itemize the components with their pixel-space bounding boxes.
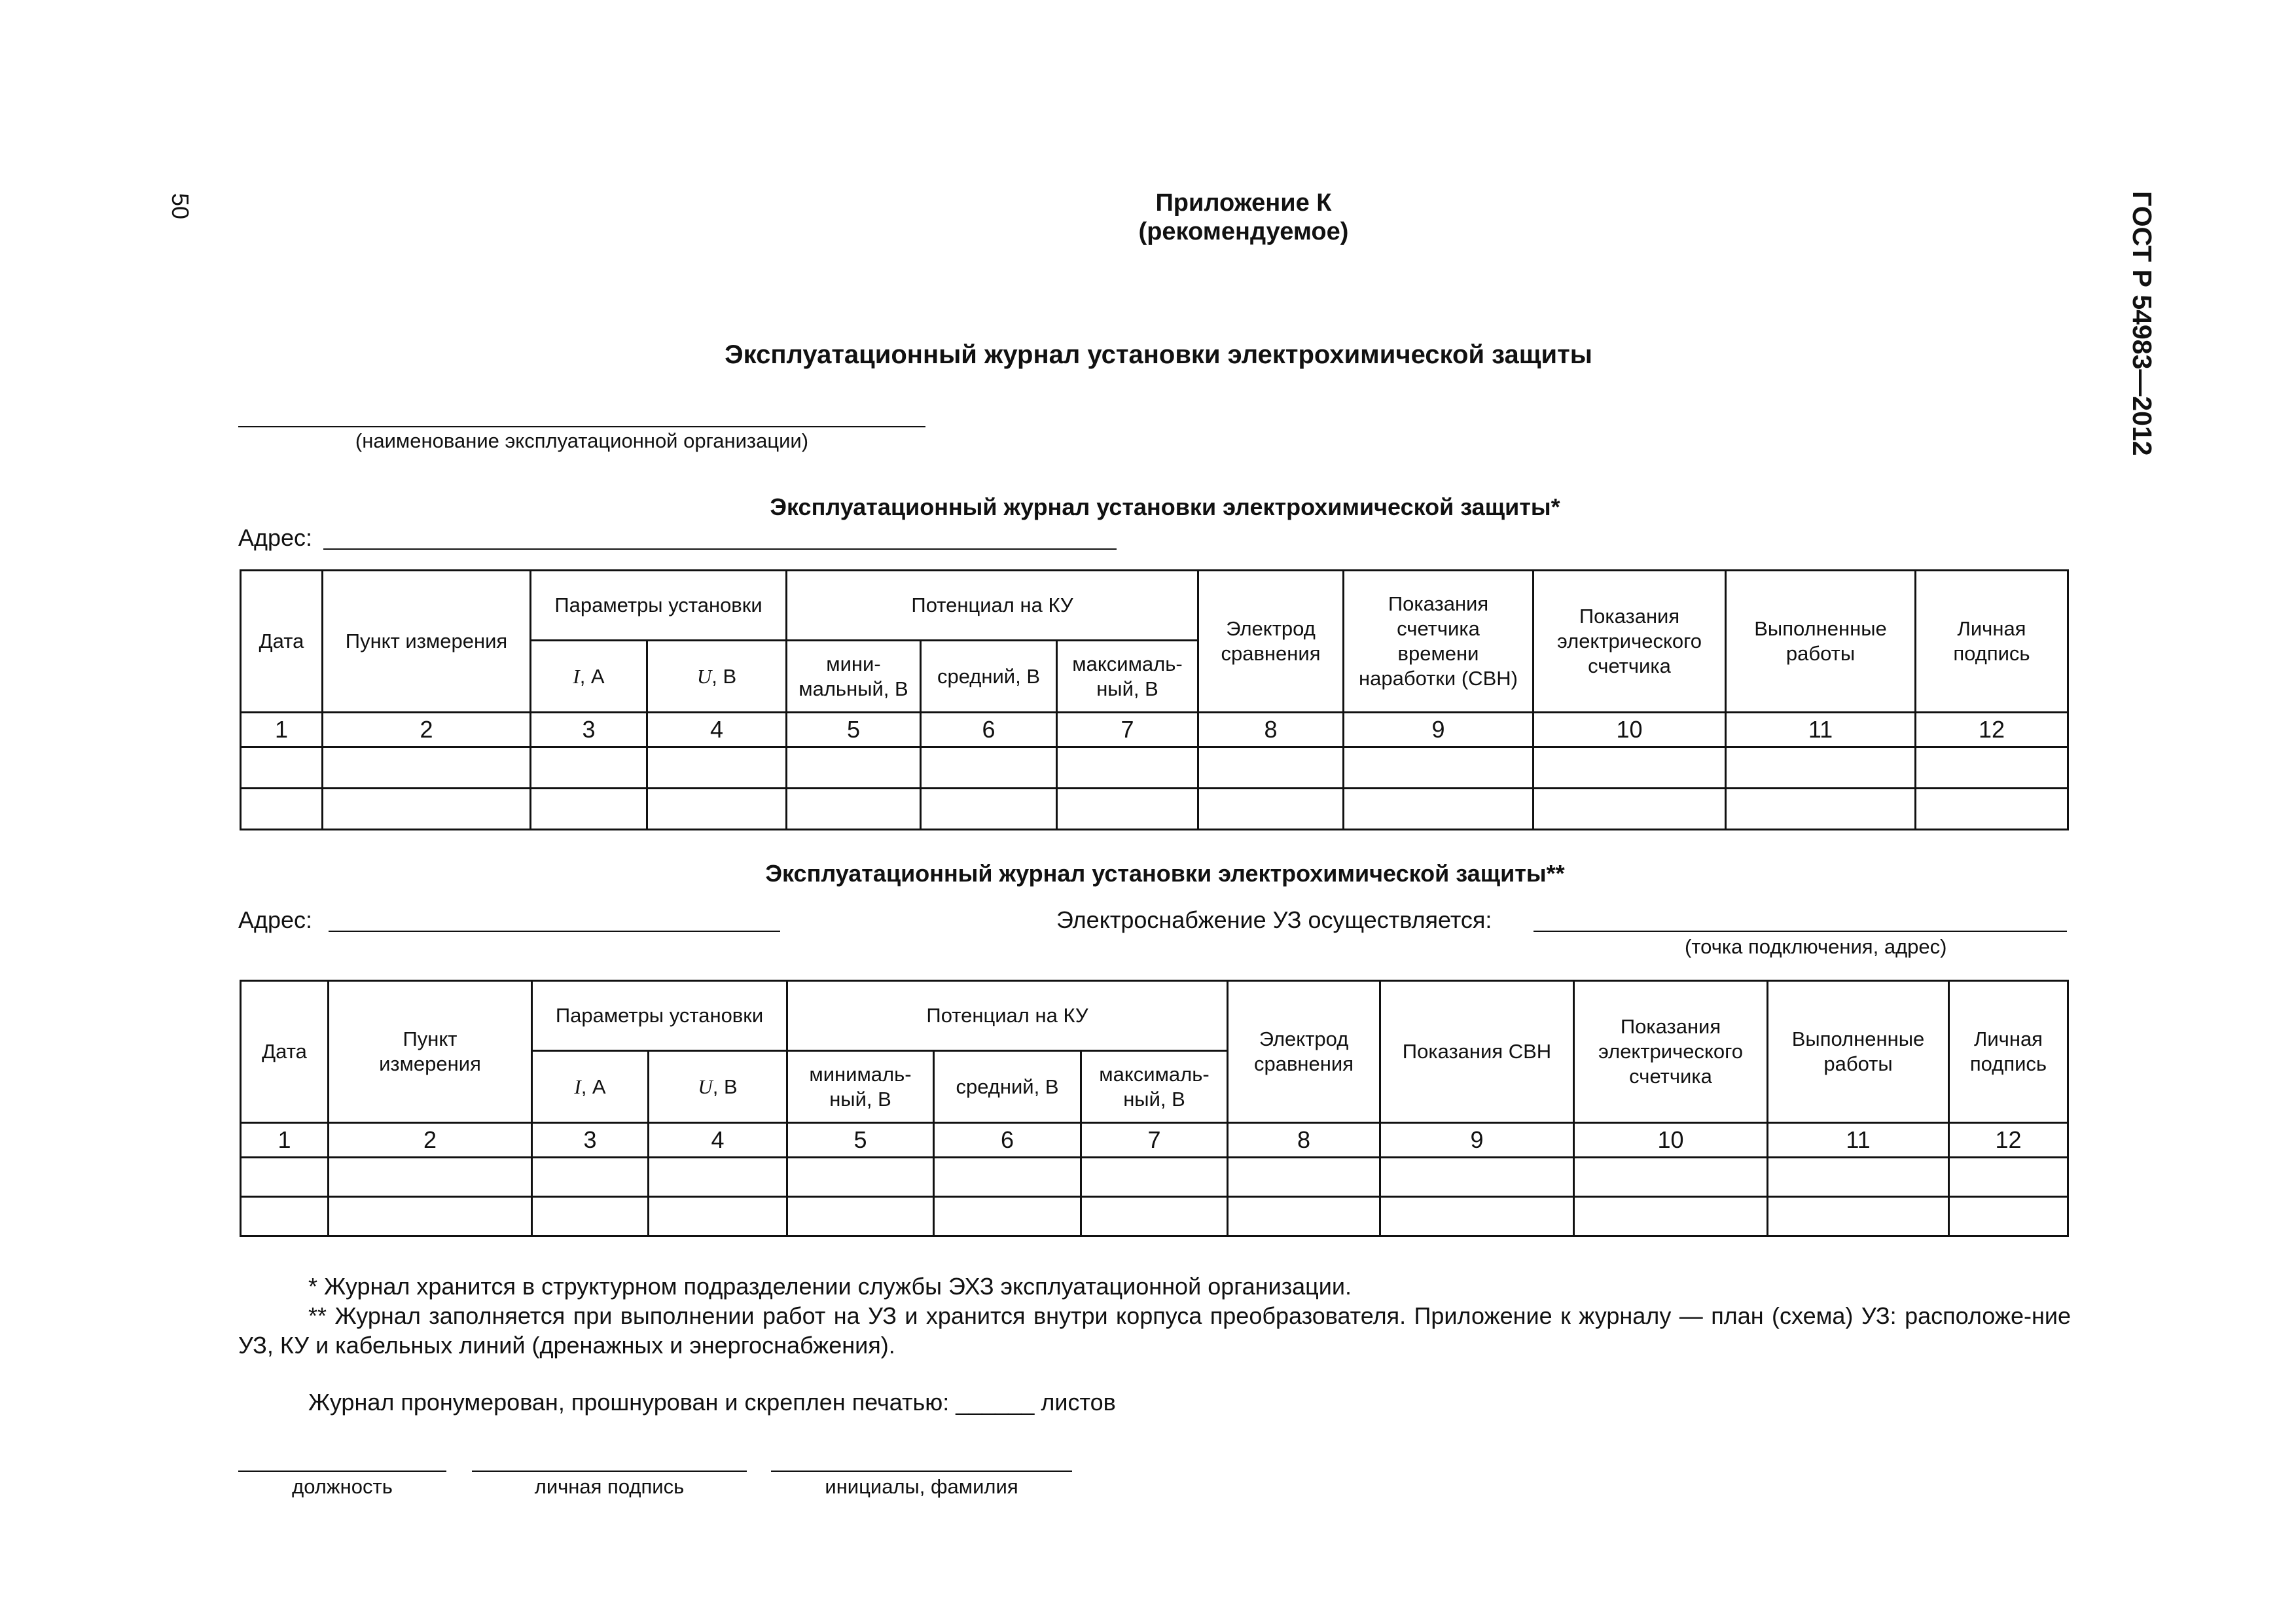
standard-designation: ГОСТ Р 54983—2012 [2127, 191, 2157, 456]
col-potential-header: Потенциал на КУ [787, 981, 1228, 1051]
table-cell[interactable] [241, 1197, 329, 1236]
table-cell[interactable] [241, 789, 323, 830]
name-caption: инициалы, фамилия [825, 1475, 1018, 1498]
table-cell[interactable] [532, 1158, 649, 1197]
col-point-header: Пункт измерения [323, 571, 531, 713]
col-potential-header: Потенциал на КУ [787, 571, 1198, 641]
column-number: 2 [329, 1123, 532, 1158]
table-cell[interactable] [1057, 747, 1198, 789]
table-cell[interactable] [531, 747, 647, 789]
col-works-header: Выполненные работы [1768, 981, 1949, 1123]
column-number: 7 [1081, 1123, 1228, 1158]
col-min-header: мини- мальный, В [787, 641, 921, 713]
position-line[interactable] [238, 1471, 446, 1472]
col-electrode-header: Электрод сравнения [1198, 571, 1344, 713]
journal2-address-field[interactable] [329, 904, 780, 932]
col-date-header: Дата [241, 571, 323, 713]
column-number: 6 [934, 1123, 1081, 1158]
table-cell[interactable] [1380, 1158, 1574, 1197]
journal1-table [240, 569, 2069, 830]
table-cell[interactable] [1916, 789, 2068, 830]
journal2-address-label: Адрес: [238, 906, 313, 933]
signature-line[interactable] [472, 1471, 747, 1472]
column-number: 12 [1916, 713, 2068, 747]
position-caption: должность [292, 1475, 393, 1498]
sheet-count-field[interactable]: ______ [956, 1389, 1035, 1416]
table-cell[interactable] [1081, 1158, 1228, 1197]
table-cell[interactable] [1949, 1158, 2068, 1197]
column-number: 10 [1574, 1123, 1768, 1158]
table-cell[interactable] [329, 1197, 532, 1236]
table-cell[interactable] [1057, 789, 1198, 830]
table-cell[interactable] [649, 1158, 787, 1197]
col-current-header: I, А [532, 1051, 649, 1123]
table-cell[interactable] [649, 1197, 787, 1236]
signature-caption: личная подпись [534, 1475, 685, 1498]
stitched-statement [308, 1388, 1116, 1417]
column-number: 4 [649, 1123, 787, 1158]
footnote-2: ** Журнал заполняется при выполнении работ на УЗ и хранится внутри корпуса преобразователя. Приложение к журналу — план (схема) УЗ: расположе-ние УЗ, КУ и кабельных линий (дренажных и энергоснабжения). [238, 1302, 2071, 1359]
footnotes [238, 1272, 2071, 1360]
col-params-header: Параметры установки [532, 981, 787, 1051]
table-cell[interactable] [934, 1197, 1081, 1236]
table-cell[interactable] [323, 789, 531, 830]
table-cell[interactable] [531, 789, 647, 830]
col-signature-header: Личная подпись [1916, 571, 2068, 713]
power-supply-label: Электроснабжение УЗ осуществляется: [1056, 906, 1492, 933]
table-cell[interactable] [921, 747, 1057, 789]
col-voltage-header: U, В [649, 1051, 787, 1123]
stitched-suffix: листов [1041, 1389, 1116, 1416]
power-supply-field[interactable] [1534, 904, 2067, 932]
name-line[interactable] [771, 1471, 1072, 1472]
journal2-title: Эксплуатационный журнал установки электрохимической защиты** [765, 860, 1565, 887]
power-supply-caption: (точка подключения, адрес) [1685, 935, 1947, 958]
table-cell[interactable] [1574, 1197, 1768, 1236]
col-avg-header: средний, В [921, 641, 1057, 713]
table-cell[interactable] [1228, 1158, 1380, 1197]
journal1-address-field[interactable] [323, 522, 1117, 550]
col-meter-header: Показания электрического счетчика [1534, 571, 1726, 713]
table-cell[interactable] [921, 789, 1057, 830]
stitched-prefix: Журнал пронумерован, прошнурован и скреплен печатью: [308, 1389, 950, 1416]
table-cell[interactable] [1198, 747, 1344, 789]
table-cell[interactable] [1768, 1158, 1949, 1197]
col-signature-header: Личная подпись [1949, 981, 2068, 1123]
column-number: 5 [787, 713, 921, 747]
column-number: 8 [1228, 1123, 1380, 1158]
column-number: 1 [241, 713, 323, 747]
table-cell[interactable] [323, 747, 531, 789]
column-number: 12 [1949, 1123, 2068, 1158]
table-cell[interactable] [241, 1158, 329, 1197]
column-number: 3 [531, 713, 647, 747]
table-row [241, 1197, 2068, 1236]
table-cell[interactable] [647, 789, 787, 830]
column-number: 9 [1380, 1123, 1574, 1158]
col-params-header: Параметры установки [531, 571, 787, 641]
table-cell[interactable] [934, 1158, 1081, 1197]
col-meter-header: Показания электрического счетчика [1574, 981, 1768, 1123]
appendix-label: Приложение К [1155, 189, 1332, 217]
table-cell[interactable] [787, 1197, 934, 1236]
table-cell[interactable] [1228, 1197, 1380, 1236]
appendix-heading [916, 188, 1571, 246]
table-cell[interactable] [532, 1197, 649, 1236]
table-cell[interactable] [787, 747, 921, 789]
col-works-header: Выполненные работы [1726, 571, 1916, 713]
col-max-header: максималь- ный, В [1081, 1051, 1228, 1123]
col-electrode-header: Электрод сравнения [1228, 981, 1380, 1123]
page-number: 50 [167, 193, 194, 220]
table-cell[interactable] [1726, 789, 1916, 830]
col-current-header: I, А [531, 641, 647, 713]
table-cell[interactable] [1344, 747, 1534, 789]
org-name-blank[interactable] [238, 426, 925, 427]
col-hours-header: Показания счетчика времени наработки (СВН) [1344, 571, 1534, 713]
col-min-header: минималь- ный, В [787, 1051, 934, 1123]
header-row [241, 571, 2068, 641]
table-cell[interactable] [647, 747, 787, 789]
table-cell[interactable] [1726, 747, 1916, 789]
column-number-row [241, 713, 2068, 747]
header-row [241, 981, 2068, 1051]
col-voltage-header: U, В [647, 641, 787, 713]
table-cell[interactable] [787, 789, 921, 830]
column-number: 10 [1534, 713, 1726, 747]
column-number: 7 [1057, 713, 1198, 747]
table-row [241, 1158, 2068, 1197]
column-number: 6 [921, 713, 1057, 747]
journal1-address-label: Адрес: [238, 524, 313, 551]
table-cell[interactable] [1534, 789, 1726, 830]
table-row [241, 789, 2068, 830]
col-date-header: Дата [241, 981, 329, 1123]
journal1-title: Эксплуатационный журнал установки электрохимической защиты* [770, 493, 1560, 520]
table-cell[interactable] [329, 1158, 532, 1197]
col-max-header: максималь- ный, В [1057, 641, 1198, 713]
col-hours-header: Показания СВН [1380, 981, 1574, 1123]
table-cell[interactable] [1380, 1197, 1574, 1236]
column-number: 9 [1344, 713, 1534, 747]
column-number: 1 [241, 1123, 329, 1158]
column-number: 11 [1726, 713, 1916, 747]
table-cell[interactable] [787, 1158, 934, 1197]
table-cell[interactable] [241, 747, 323, 789]
column-number: 8 [1198, 713, 1344, 747]
appendix-status: (рекомендуемое) [1138, 218, 1349, 245]
col-point-header: Пункт измерения [329, 981, 532, 1123]
table-cell[interactable] [1574, 1158, 1768, 1197]
page-title: Эксплуатационный журнал установки электрохимической защиты [725, 340, 1592, 369]
table-cell[interactable] [1198, 789, 1344, 830]
journal2-table [240, 980, 2069, 1237]
table-cell[interactable] [1916, 747, 2068, 789]
column-number-row [241, 1123, 2068, 1158]
table-cell[interactable] [1768, 1197, 1949, 1236]
column-number: 4 [647, 713, 787, 747]
table-cell[interactable] [1534, 747, 1726, 789]
column-number: 11 [1768, 1123, 1949, 1158]
table-cell[interactable] [1081, 1197, 1228, 1236]
footnote-1: * Журнал хранится в структурном подразделении службы ЭХЗ эксплуатационной организации. [308, 1273, 1352, 1300]
table-cell[interactable] [1949, 1197, 2068, 1236]
org-name-caption: (наименование эксплуатационной организации) [355, 429, 809, 452]
col-avg-header: средний, В [934, 1051, 1081, 1123]
column-number: 3 [532, 1123, 649, 1158]
column-number: 2 [323, 713, 531, 747]
table-cell[interactable] [1344, 789, 1534, 830]
column-number: 5 [787, 1123, 934, 1158]
table-row [241, 747, 2068, 789]
